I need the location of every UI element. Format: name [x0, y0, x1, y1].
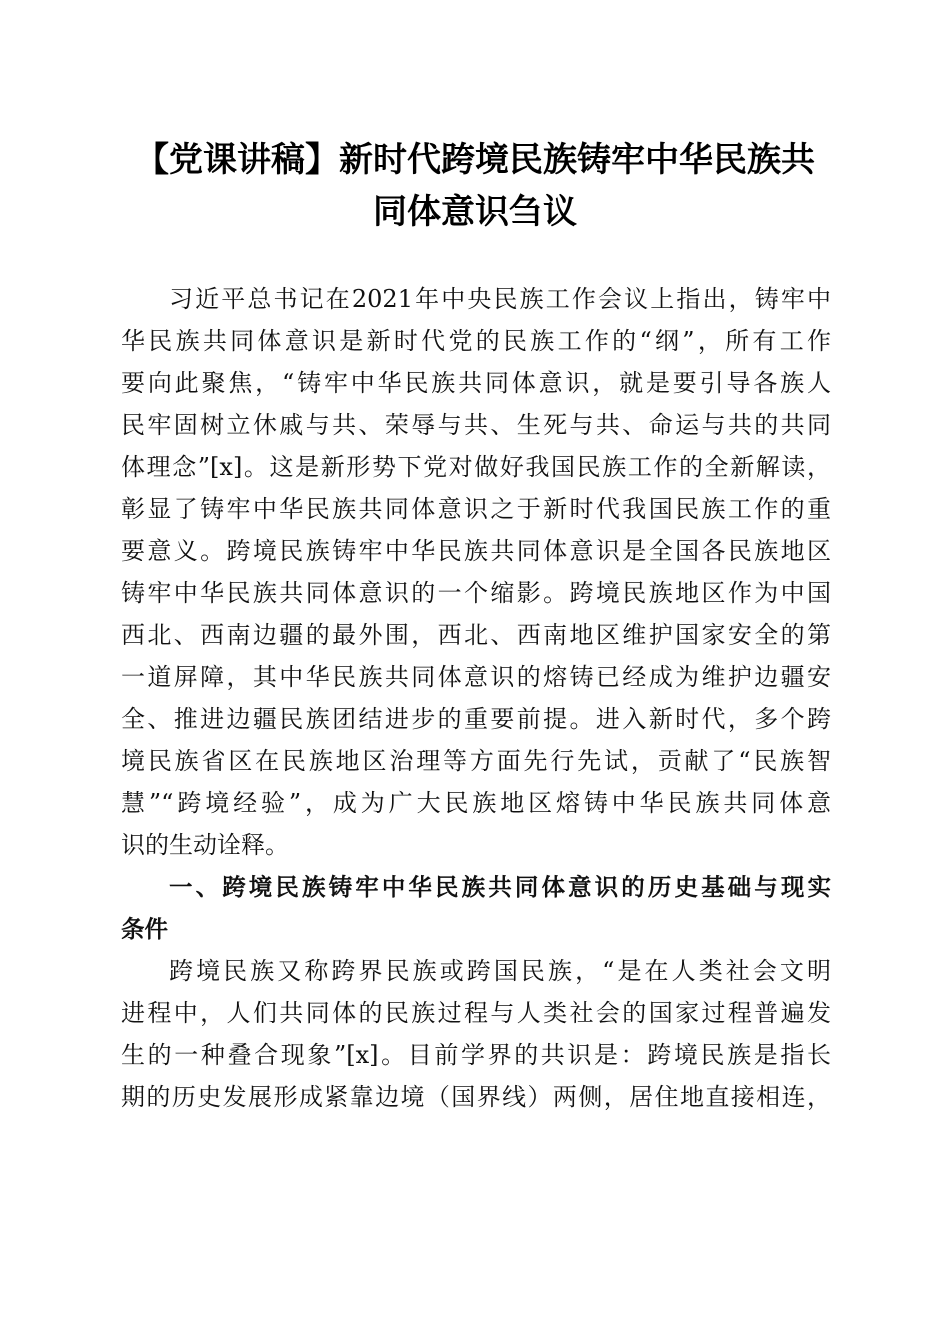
document-title	[100, 134, 850, 238]
document-body	[121, 278, 831, 1118]
heading-line: 条件	[121, 915, 168, 943]
section-heading-1	[121, 866, 831, 950]
title-line-2: 同体意识刍议	[373, 192, 577, 232]
paragraph-line: 全、推进边疆民族团结进步的重要前提。进入新时代，多个跨	[121, 705, 831, 733]
paragraph-line: 要向此聚焦，“铸牢中华民族共同体意识，就是要引导各族人	[121, 369, 831, 397]
paragraph-line: 生的一种叠合现象”[x]。目前学界的共识是：跨境民族是指长	[121, 1041, 831, 1069]
paragraph-line: 铸牢中华民族共同体意识的一个缩影。跨境民族地区作为中国	[121, 579, 831, 607]
paragraph-line: 进程中，人们共同体的民族过程与人类社会的国家过程普遍发	[121, 999, 831, 1027]
paragraph-intro	[121, 278, 831, 866]
paragraph-line: 体理念”[x]。这是新形势下党对做好我国民族工作的全新解读，	[121, 453, 831, 481]
paragraph-line: 习近平总书记在2021年中央民族工作会议上指出，铸牢中	[169, 285, 831, 313]
paragraph-line: 跨境民族又称跨界民族或跨国民族，“是在人类社会文明	[169, 957, 831, 985]
paragraph-line: 要意义。跨境民族铸牢中华民族共同体意识是全国各民族地区	[121, 537, 831, 565]
paragraph-line: 西北、西南边疆的最外围，西北、西南地区维护国家安全的第	[121, 621, 831, 649]
paragraph-line: 彰显了铸牢中华民族共同体意识之于新时代我国民族工作的重	[121, 495, 831, 523]
paragraph-line: 华民族共同体意识是新时代党的民族工作的“纲”，所有工作	[121, 327, 831, 355]
paragraph-line: 期的历史发展形成紧靠边境（国界线）两侧，居住地直接相连，	[121, 1083, 831, 1111]
paragraph-line: 民牢固树立休戚与共、荣辱与共、生死与共、命运与共的共同	[121, 411, 831, 439]
paragraph-line: 境民族省区在民族地区治理等方面先行先试，贡献了“民族智	[121, 747, 831, 775]
title-line-1: 【党课讲稿】新时代跨境民族铸牢中华民族共	[135, 140, 815, 180]
paragraph-line: 慧”“跨境经验”，成为广大民族地区熔铸中华民族共同体意	[121, 789, 831, 817]
paragraph-line: 识的生动诠释。	[121, 831, 289, 859]
paragraph-definition	[121, 950, 831, 1118]
paragraph-line: 一道屏障，其中华民族共同体意识的熔铸已经成为维护边疆安	[121, 663, 831, 691]
heading-line: 一、跨境民族铸牢中华民族共同体意识的历史基础与现实	[169, 873, 831, 901]
